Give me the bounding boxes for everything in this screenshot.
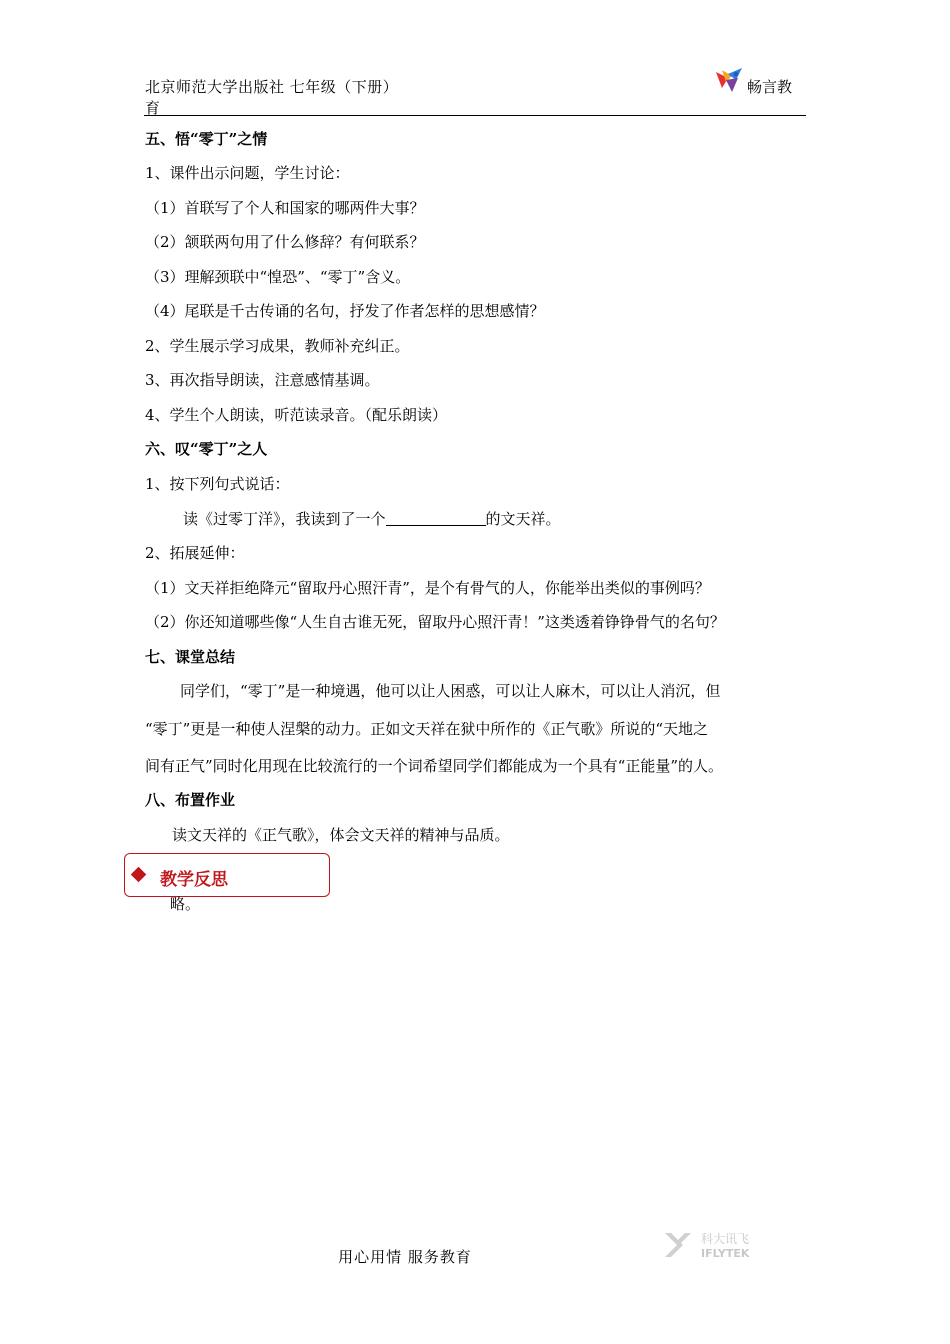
s5-item: 3、再次指导朗读，注意感情基调。 (145, 371, 380, 389)
s5-item: 4、学生个人朗读，听范读录音。（配乐朗读） (145, 406, 448, 424)
footer-slogan: 用心用情 服务教育 (338, 1248, 472, 1266)
s6-item: 1、按下列句式说话： (145, 475, 290, 493)
brand-en: IFLYTEK (701, 1247, 750, 1260)
summary-line: 间有正气”同时化用现在比较流行的一个词希望同学们都能成为一个具有“正能量”的人。 (145, 757, 724, 775)
section-8-title: 八、布置作业 (145, 791, 236, 809)
homework-line: 读文天祥的《正气歌》，体会文天祥的精神与品质。 (172, 826, 510, 844)
publisher-line: 北京师范大学出版社 七年级（下册） (145, 78, 399, 96)
s5-item: （3）理解颈联中“惶恐”、“零丁”含义。 (145, 268, 411, 286)
s5-item: 1、课件出示问题，学生讨论： (145, 164, 350, 182)
publisher-line-wrap: 育 (145, 99, 161, 117)
summary-line: “零丁”更是一种使人涅槃的动力。正如文天祥在狱中所作的《正气歌》所说的“天地之 (145, 720, 709, 738)
iflytek-logo-icon (663, 1229, 773, 1261)
reflection-title: 教学反思 (160, 870, 228, 890)
s6-item: 2、拓展延伸： (145, 544, 245, 562)
section-7-title: 七、课堂总结 (145, 648, 236, 666)
s5-item: （2）颔联两句用了什么修辞？有何联系？ (145, 233, 425, 251)
s5-item: （1）首联写了个人和国家的哪两件大事？ (145, 199, 425, 217)
changyan-bird-logo-icon (714, 66, 746, 94)
section-6-title: 六、叹“零丁”之人 (145, 440, 268, 458)
s5-item: （4）尾联是千古传诵的名句，抒发了作者怎样的思想感情？ (145, 302, 545, 320)
s6-sub-item: （2）你还知道哪些像“人生自古谁无死，留取丹心照汗青！”这类透着铮铮骨气的名句？ (145, 613, 725, 631)
fill-in-sentence (183, 509, 561, 529)
section-5-title: 五、悟“零丁”之情 (145, 130, 268, 148)
s5-item: 2、学生展示学习成果，教师补充纠正。 (145, 337, 410, 355)
s6-sub-item: （1）文天祥拒绝降元“留取丹心照汗青”，是个有骨气的人，你能举出类似的事例吗？ (145, 579, 710, 597)
fill-after: 的文天祥。 (485, 510, 561, 528)
summary-line: 同学们，“零丁”是一种境遇，他可以让人困惑，可以让人麻木，可以让人消沉，但 (180, 682, 721, 700)
fill-before: 读《过零丁洋》，我读到了一个 (183, 510, 386, 528)
footer (0, 1246, 950, 1267)
fill-blank (386, 509, 486, 526)
logo-text: 畅言教 (747, 78, 793, 96)
header-rule (144, 115, 806, 116)
reflection-content: 略。 (170, 895, 201, 913)
brand-cn: 科大讯飞 (701, 1232, 750, 1246)
